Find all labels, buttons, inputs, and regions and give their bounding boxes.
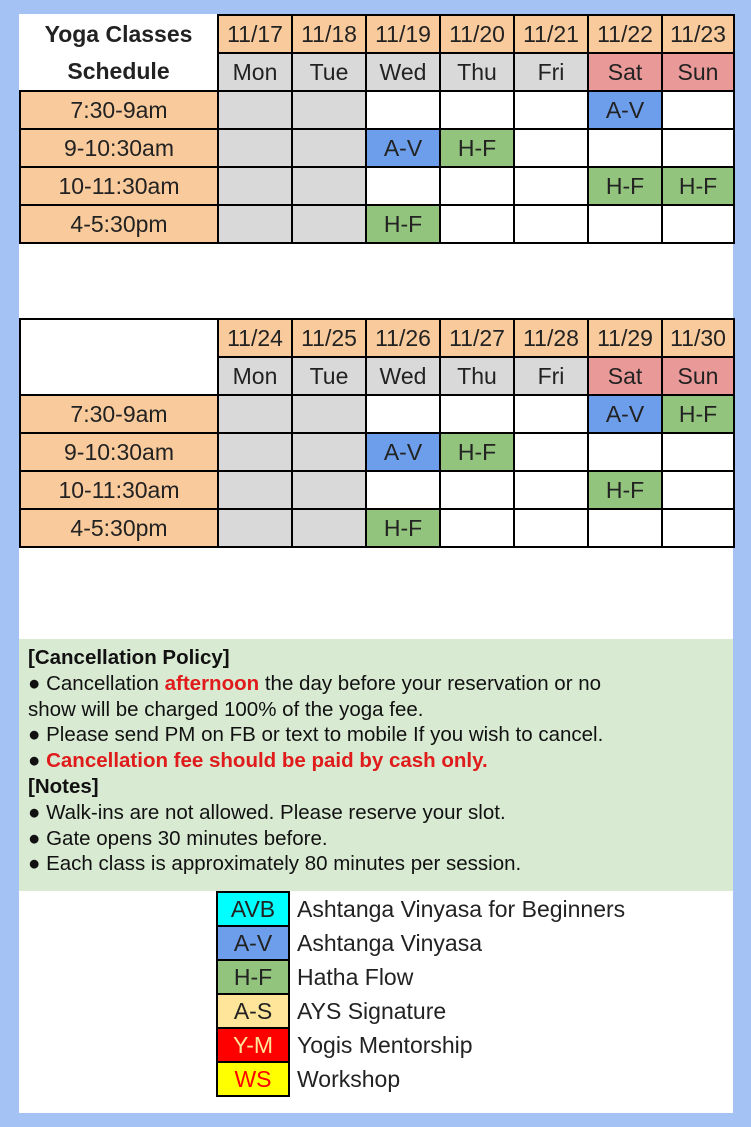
policy-item [28,722,724,748]
class-cell [440,167,514,205]
legend-code-ym: Y-M [217,1028,289,1062]
class-cell [292,471,366,509]
date-cell: 11/29 [588,319,662,357]
class-cell [366,167,440,205]
class-cell-av: A-V [588,91,662,129]
note-item [28,800,724,826]
date-cell: 11/26 [366,319,440,357]
legend-name: Ashtanga Vinyasa for Beginners [297,895,626,922]
legend-row [217,960,626,994]
bullet-icon: ● [28,723,41,747]
class-cell [292,433,366,471]
legend-code-hf: H-F [217,960,289,994]
class-cell-hf: H-F [440,129,514,167]
class-cell [514,129,588,167]
class-cell [514,509,588,547]
title-line-2: Schedule [67,57,170,84]
weekday-cell: Fri [514,357,588,395]
class-cell [514,395,588,433]
date-cell: 11/30 [662,319,734,357]
blank-header-cell [20,319,218,395]
time-slot: 9-10:30am [20,129,218,167]
cancellation-heading: [Cancellation Policy] [28,646,230,669]
class-cell [292,395,366,433]
class-cell-hf: H-F [440,433,514,471]
time-slot: 4-5:30pm [20,205,218,243]
class-cell-hf: H-F [662,395,734,433]
legend-row [217,926,626,960]
class-cell [440,509,514,547]
legend-code-ws: WS [217,1062,289,1096]
class-cell [218,395,292,433]
legend-name: AYS Signature [297,997,447,1024]
class-cell-hf: H-F [366,205,440,243]
class-cell [440,205,514,243]
class-cell-av: A-V [588,395,662,433]
weekday-cell: Fri [514,53,588,91]
note-item [28,826,724,852]
bullet-icon: ● [28,749,41,773]
policy-text: Please send PM on FB or text to mobile If you wish to cancel. [46,723,604,747]
class-cell-hf: H-F [588,167,662,205]
class-cell [218,91,292,129]
weekday-cell: Wed [366,357,440,395]
highlight-text: afternoon [164,671,260,695]
legend-name: Workshop [297,1065,401,1092]
class-cell [588,509,662,547]
weekend-cell: Sat [588,53,662,91]
legend-row [217,1062,626,1096]
weekday-cell: Mon [218,53,292,91]
note-text: Walk-ins are not allowed. Please reserve your slot. [46,800,506,824]
weekday-cell: Tue [292,53,366,91]
date-cell: 11/28 [514,319,588,357]
weekend-cell: Sun [662,53,734,91]
class-cell [514,205,588,243]
date-cell: 11/22 [588,15,662,53]
class-cell [588,129,662,167]
class-cell [514,167,588,205]
time-slot: 10-11:30am [20,167,218,205]
policy-item [28,748,724,774]
class-cell [662,129,734,167]
class-cell [218,167,292,205]
legend-row [217,1028,626,1062]
time-slot: 9-10:30am [20,433,218,471]
weekend-cell: Sun [662,357,734,395]
date-cell: 11/23 [662,15,734,53]
policy-item-continued: show will be charged 100% of the yoga fee. [28,697,424,721]
legend-name: Ashtanga Vinyasa [297,929,482,956]
weekday-cell: Thu [440,357,514,395]
class-cell [292,129,366,167]
note-text: Each class is approximately 80 minutes per session. [46,852,522,876]
class-cell [440,471,514,509]
class-cell [292,509,366,547]
time-slot: 4-5:30pm [20,509,218,547]
class-cell-hf: H-F [588,471,662,509]
class-cell [218,205,292,243]
fee-warning: Cancellation fee should be paid by cash only. [46,749,488,773]
week-1-table [19,14,735,244]
date-cell: 11/24 [218,319,292,357]
class-cell [588,205,662,243]
legend-code-av: A-V [217,926,289,960]
date-cell: 11/27 [440,319,514,357]
class-cell [366,471,440,509]
class-cell [662,471,734,509]
bullet-icon: ● [28,671,41,695]
title-line-1: Yoga Classes [44,20,193,47]
time-slot: 7:30-9am [20,395,218,433]
policy-box [19,639,733,891]
class-cell [218,129,292,167]
class-cell [514,471,588,509]
class-cell [514,433,588,471]
note-text: Gate opens 30 minutes before. [46,826,328,850]
date-cell: 11/21 [514,15,588,53]
class-cell [662,91,734,129]
time-slot: 10-11:30am [20,471,218,509]
class-cell-av: A-V [366,129,440,167]
weekday-cell: Tue [292,357,366,395]
bullet-icon: ● [28,852,41,876]
legend-name: Yogis Mentorship [297,1031,473,1058]
class-cell-hf: H-F [662,167,734,205]
class-cell-av: A-V [366,433,440,471]
class-cell [514,91,588,129]
legend-code-avb: AVB [217,892,289,926]
class-cell [218,509,292,547]
class-cell-hf: H-F [366,509,440,547]
legend-name: Hatha Flow [297,963,414,990]
legend-row [217,994,626,1028]
notes-heading: [Notes] [28,774,99,798]
weekend-cell: Sat [588,357,662,395]
class-cell [292,205,366,243]
class-cell [218,433,292,471]
bullet-icon: ● [28,800,41,824]
date-cell: 11/25 [292,319,366,357]
class-cell [662,433,734,471]
legend-row [217,892,626,926]
policy-text: Cancellation [46,671,159,695]
page-title [20,15,218,91]
class-cell [440,395,514,433]
legend-code-as: A-S [217,994,289,1028]
class-cell [588,433,662,471]
bullet-icon: ● [28,826,41,850]
weekday-cell: Thu [440,53,514,91]
week-2-table [19,318,735,548]
date-cell: 11/17 [218,15,292,53]
policy-item [28,671,724,697]
class-cell [366,91,440,129]
class-cell [662,509,734,547]
class-cell [366,395,440,433]
class-cell [662,205,734,243]
date-cell: 11/18 [292,15,366,53]
note-item [28,851,724,877]
date-cell: 11/19 [366,15,440,53]
date-cell: 11/20 [440,15,514,53]
weekday-cell: Wed [366,53,440,91]
class-cell [218,471,292,509]
weekday-cell: Mon [218,357,292,395]
policy-text: the day before your reservation or no [264,671,602,695]
class-cell [292,167,366,205]
time-slot: 7:30-9am [20,91,218,129]
legend [216,891,627,1097]
class-cell [292,91,366,129]
class-cell [440,91,514,129]
